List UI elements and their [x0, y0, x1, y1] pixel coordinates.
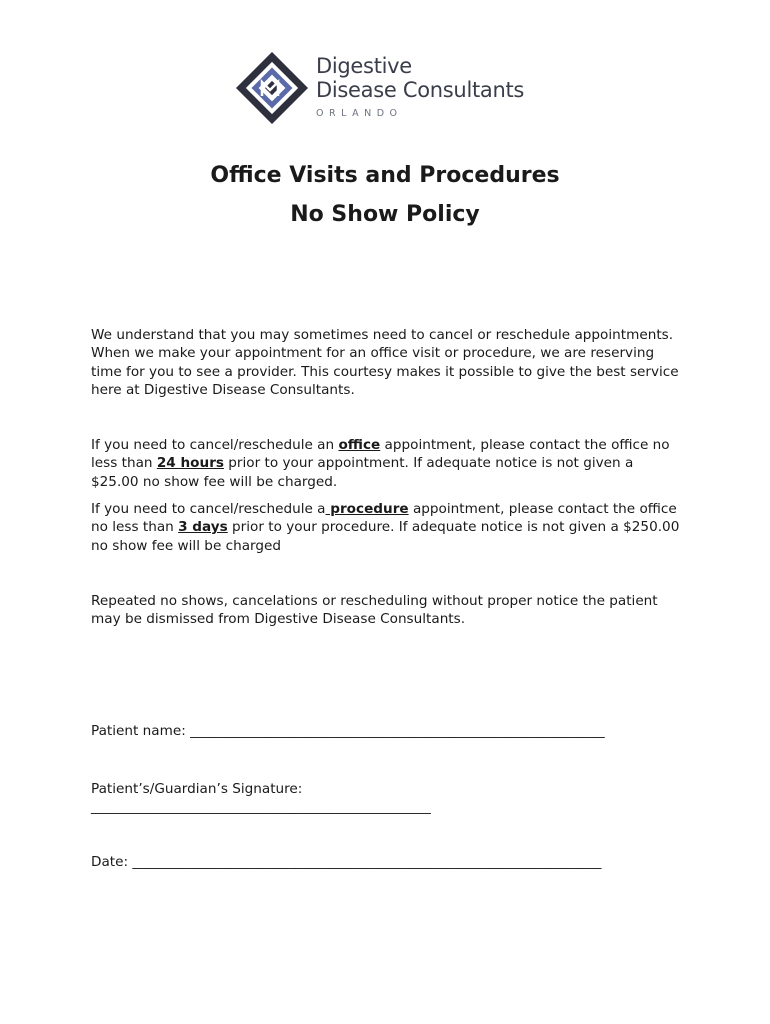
intro-paragraph: We understand that you may sometimes need to cancel or reschedule appointments. When we make your appointment for an office visit or procedure, we are reserving time for you to see a provider. This courtesy makes it possible to give the best service here at Digestive Disease Consultants. — [91, 327, 679, 398]
office-emphasis: office — [338, 437, 381, 453]
company-logo — [236, 52, 556, 124]
procedure-policy-paragraph — [91, 500, 681, 555]
procedure-notice-period: 3 days — [178, 519, 228, 536]
patient-name-field[interactable]: Patient name: _____________________________________________________________ — [91, 723, 605, 739]
logo-name-line1: Digestive — [316, 54, 412, 78]
document-subtitle: No Show Policy — [290, 202, 480, 227]
dismissal-paragraph: Repeated no shows, cancelations or rescheduling without proper notice the patient may be dismissed from Digestive Disease Consultants. — [91, 593, 658, 628]
date-field[interactable]: Date: _____________________________________________________________________ — [91, 854, 602, 870]
document-title: Office Visits and Procedures — [210, 163, 560, 188]
office-policy-text: prior to your appointment. If adequate notice is not given a $25.00 no show fee will be charged. — [91, 455, 634, 490]
logo-name-line2: Disease Consultants — [316, 78, 525, 102]
procedure-emphasis: procedure — [325, 501, 409, 517]
office-policy-text: If you need to cancel/reschedule an — [91, 437, 339, 453]
office-policy-paragraph — [91, 436, 681, 491]
logo-location: ORLANDO — [316, 108, 403, 119]
signature-field[interactable]: __________________________________________________ — [91, 799, 431, 815]
office-policy-text: appointment, please contact the office no less than — [91, 437, 670, 472]
diamond-logo-icon — [236, 52, 308, 124]
procedure-policy-text: If you need to cancel/reschedule a — [91, 501, 326, 517]
procedure-policy-text: prior to your procedure. If adequate notice is not given a $250.00 no show fee will be charged — [91, 519, 680, 554]
procedure-policy-text: appointment, please contact the office no less than — [91, 501, 677, 536]
office-notice-period: 24 hours — [156, 455, 224, 472]
signature-label: Patient’s/Guardian’s Signature: — [91, 781, 303, 797]
